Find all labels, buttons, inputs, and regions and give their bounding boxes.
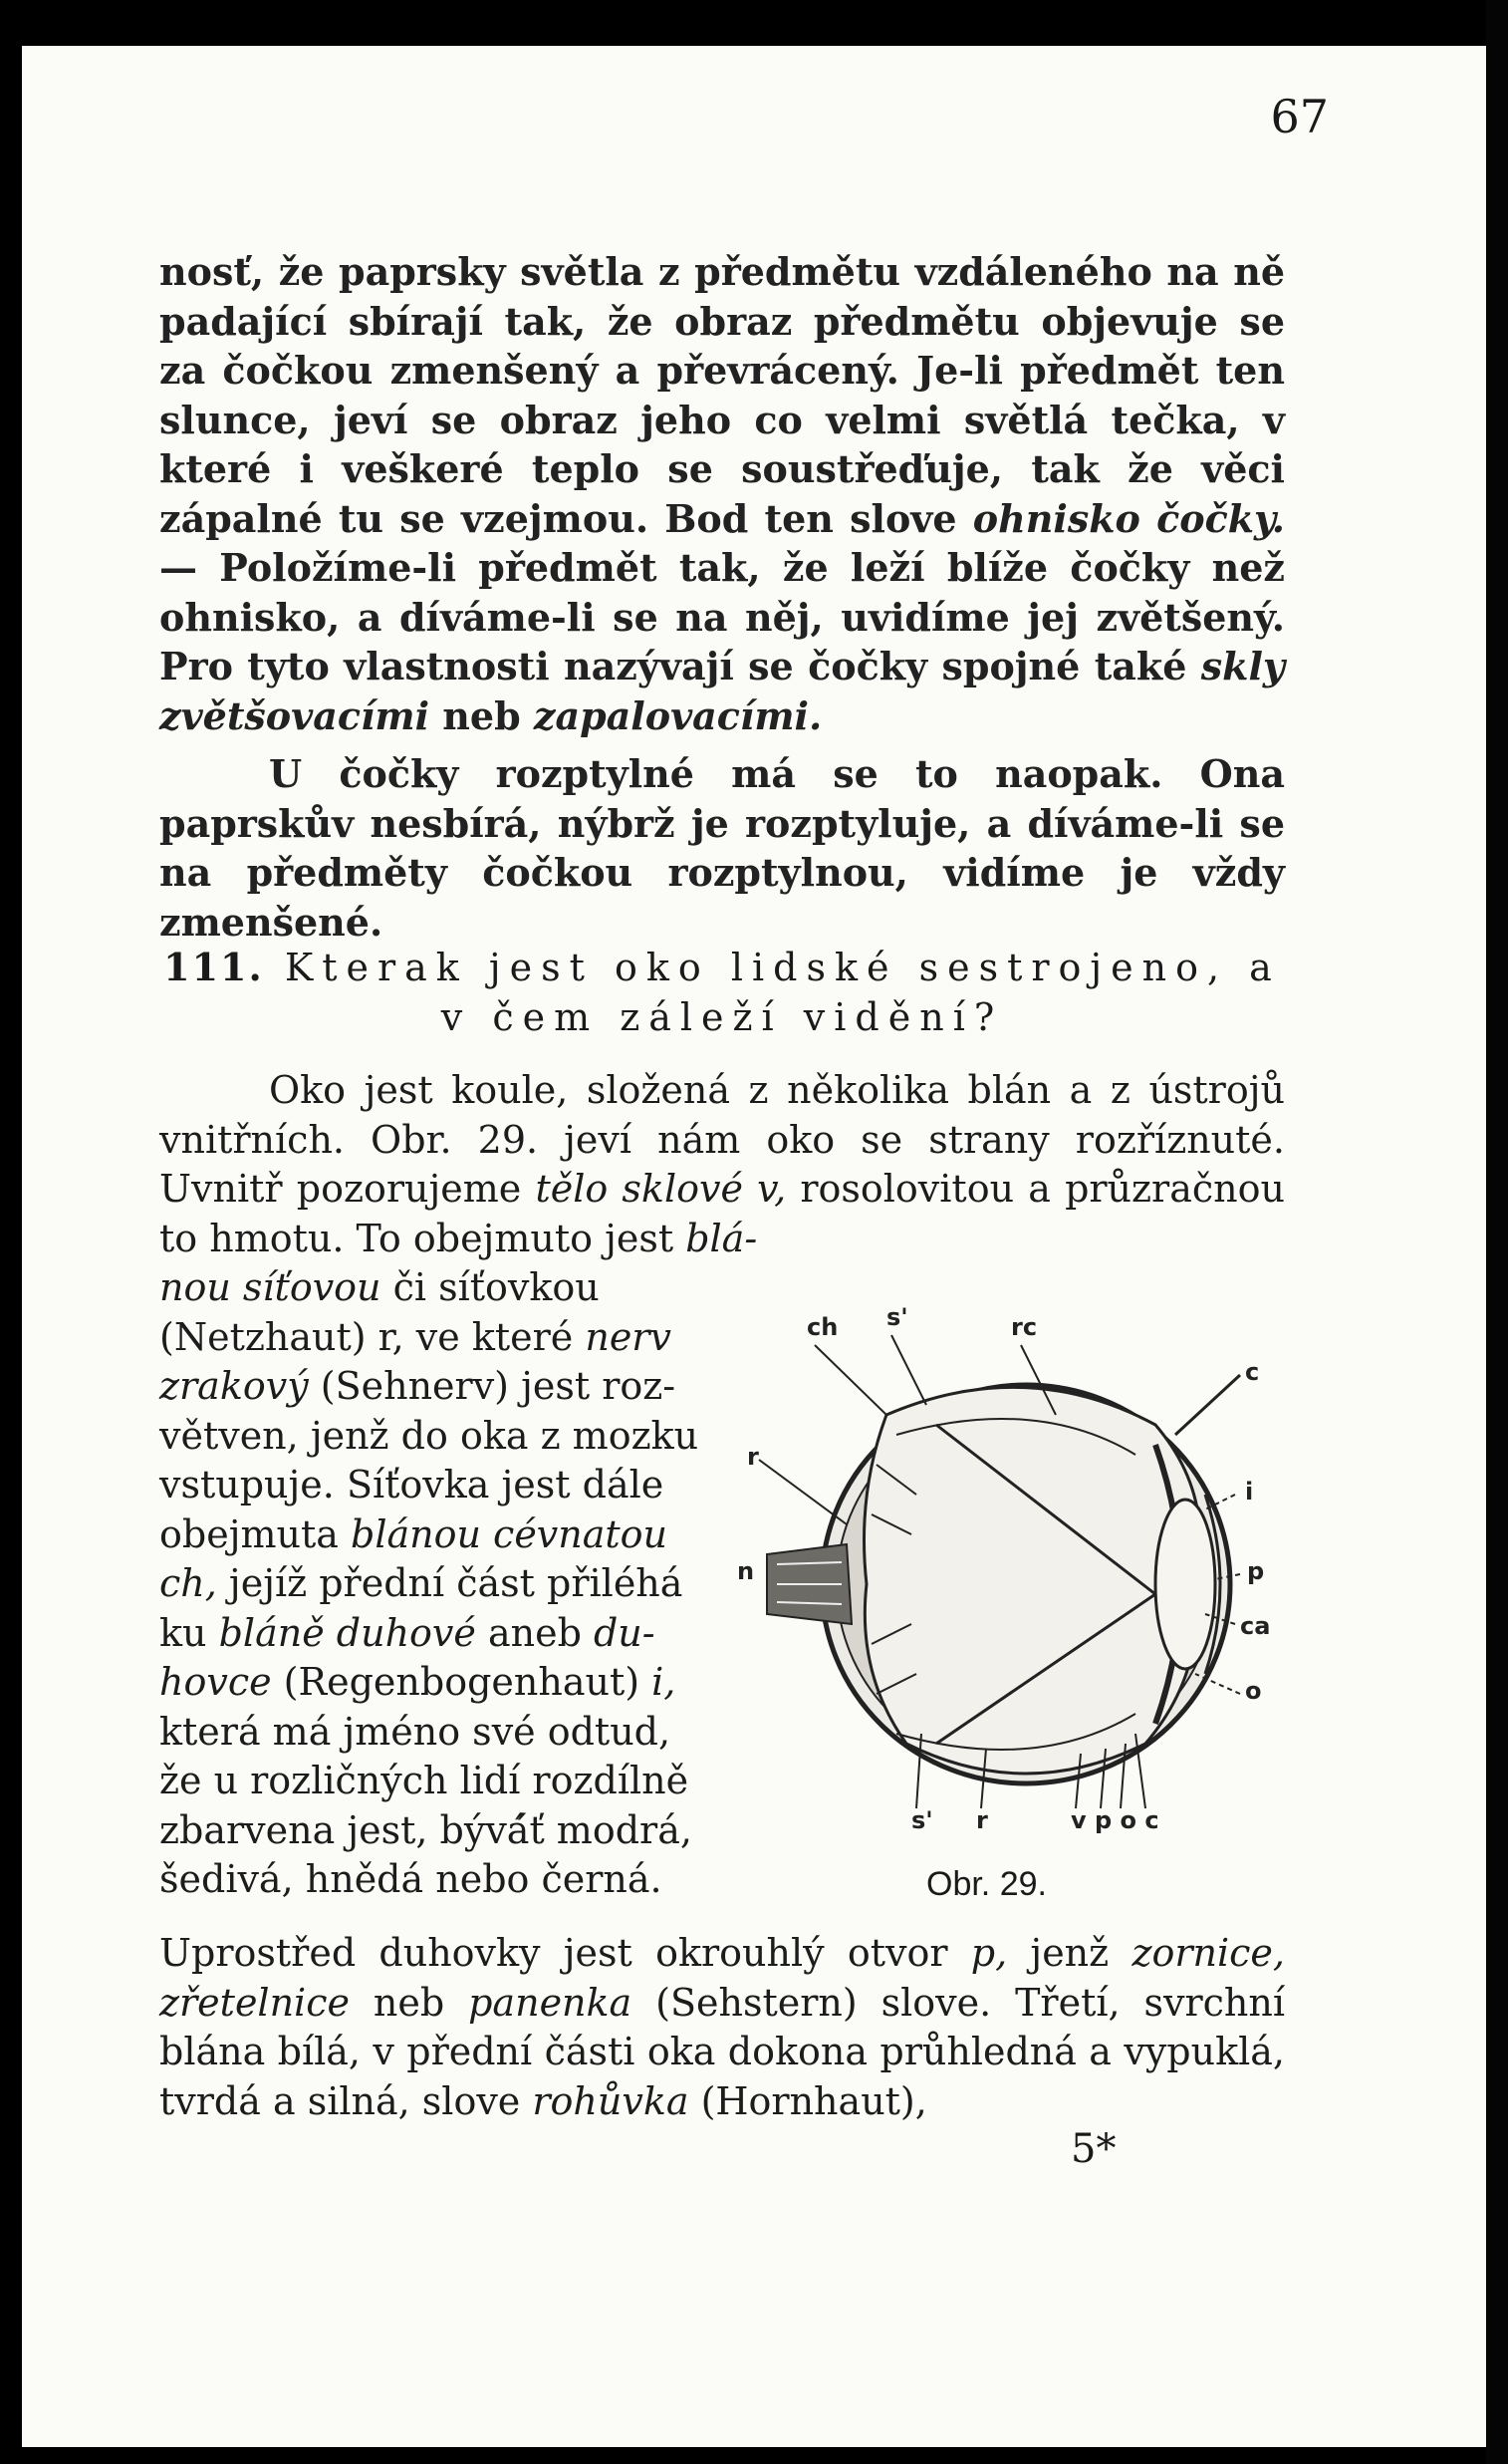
fig-label-r-bottom: r (976, 1806, 988, 1834)
paragraph-lens-diverging: U čočky rozptylné má se to naopak. Ona paprskův nesbírá, nýbrž je rozptyluje, a díváme-li se na předměty čočkou rozptylnou, vidíme je vždy zmenšené. (159, 751, 1285, 945)
fig-label-ca: ca (1240, 1612, 1271, 1640)
scan-border-top (0, 0, 1508, 46)
fig-label-s-prime-bottom: s' (911, 1806, 933, 1834)
fig-label-r: r (747, 1443, 759, 1471)
fig-label-rc: rc (1011, 1313, 1038, 1341)
section-heading (159, 943, 1285, 1042)
fig-label-ch: ch (807, 1313, 839, 1341)
term-burning: zapalovacími. (533, 692, 823, 738)
section-title-line2: v čem záleží vidění? (440, 994, 1004, 1039)
fig-label-n: n (737, 1557, 755, 1585)
fig-label-c: c (1245, 1358, 1260, 1386)
scan-border-right (1486, 0, 1508, 2464)
fig-label-p: p (1247, 1557, 1265, 1585)
eyeball-drawing (759, 1335, 1240, 1808)
paragraph-eye-intro: Oko jest koule, složená z několika blán a z ústrojů vnitřních. Obr. 29. jeví nám oko se strany rozříznuté. Uvnitř pozorujeme tělo sklové v, rosolovitou a průzračnou to hmotu. To obejmuto jest blá- (159, 1068, 1285, 1260)
paragraph-pupil-cornea: Uprostřed duhovky jest okrouhlý otvor p, jenž zornice, zřetelnice neb panenka (Sehstern) slove. Třetí, svrchní blána bílá, v přední části oka dokona průhledná a vypuklá, tvrdá a silná, slove rohůvka (Hornhaut), (159, 1931, 1285, 2123)
paragraph-lens-converging: nosť, že paprsky světla z předmětu vzdáleného na ně padající sbírají tak, že obraz předmětu objevuje se za čočkou zmenšený a převrácený. Je-li předmět ten slunce, jeví se obraz jeho co velmi světlá tečka, v které i veškeré teplo se soustřeďuje, tak že věci zápalné tu se vzejmou. Bod ten slove ohnisko čočky. — Položíme-li předmět tak, že leží blíže čočky než ohnisko, a díváme-li se na něj, uvidíme jej zvětšený. Pro tyto vlastnosti nazývají se čočky spojné také skly zvětšovacími neb zapalovacími. (159, 249, 1286, 738)
section-title-line1: Kterak jest oko lidské sestrojeno, a (284, 946, 1281, 989)
page-number: 67 (1270, 90, 1329, 143)
paragraph-eye-wrapped: nou síťovou či síťovkou (Netzhaut) r, ve které nerv zrakový (Sehnerv) jest roz- větven, jenž do oka z mozku vstupuje. Síťovka jest dále obejmuta blánou cévnatou ch, jejíž přední část přiléhá ku bláně duhové aneb du- hovce (Regenbogenhaut) i, která má jméno své odtud, že u rozličných lidí rozdílně zbarvena jest, bývá́ť modrá, šedivá, hnědá nebo černá. (159, 1265, 699, 1901)
fig-label-o: o (1245, 1677, 1262, 1705)
eye-cross-section-figure (737, 1295, 1295, 1853)
fig-label-vpoc: v p o c (1071, 1806, 1159, 1834)
signature-mark: 5* (1071, 2126, 1117, 2172)
term-magnifying: skly zvětšovacími (159, 644, 1285, 738)
term-focus: ohnisko čočky. (972, 495, 1286, 541)
section-number: 111. (163, 945, 264, 989)
fig-label-s-prime: s' (886, 1303, 908, 1331)
fig-label-i: i (1245, 1478, 1254, 1506)
figure-caption: Obr. 29. (926, 1865, 1047, 1903)
